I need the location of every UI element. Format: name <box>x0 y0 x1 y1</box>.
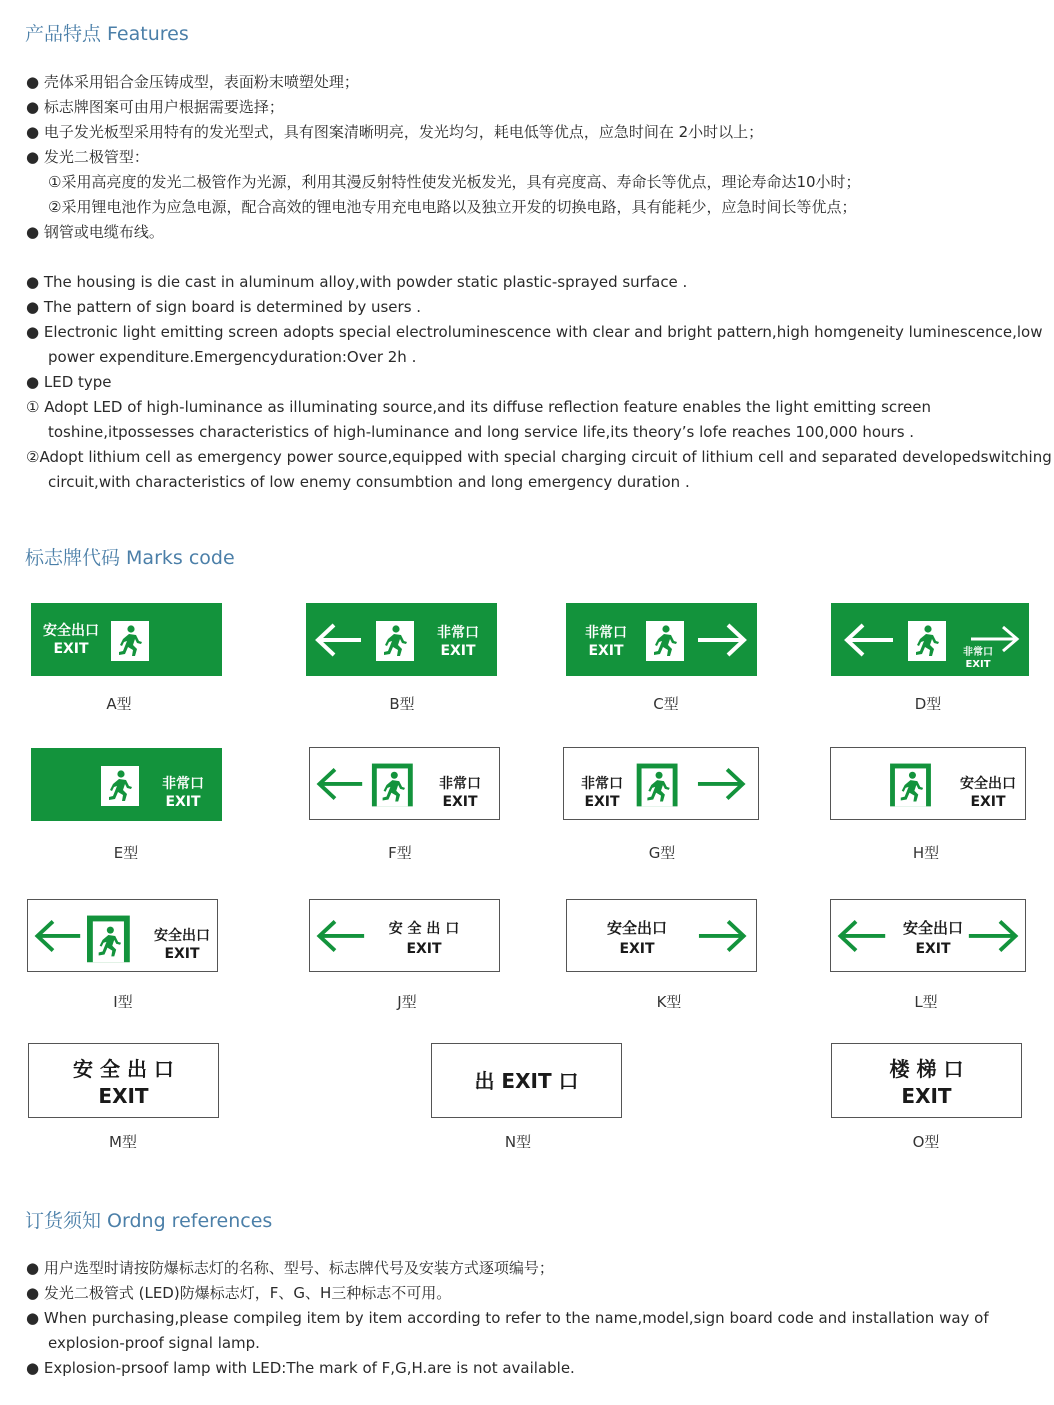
sign-o-cn: 楼 梯 口 <box>889 1057 964 1081</box>
sign-a-exit: EXIT <box>53 641 89 657</box>
label-f: F型 <box>388 844 412 862</box>
sign-l-exit: EXIT <box>915 941 951 957</box>
feature-en-3: ● Electronic light emitting screen adopts special electroluminescence with clear and bright pattern,high homgeneity luminescence,low <box>26 323 1043 341</box>
feature-en-9: circuit,with characteristics of low enemy consumbtion and long emergency duration . <box>48 473 690 491</box>
ordering-line-4: explosion-proof signal lamp. <box>48 1334 260 1352</box>
label-i: I型 <box>113 993 133 1011</box>
sign-d <box>831 603 1029 676</box>
label-e: E型 <box>113 844 139 862</box>
sign-f <box>309 747 500 820</box>
label-c: C型 <box>653 695 679 713</box>
label-h: H型 <box>912 844 940 862</box>
sign-j-cn: 安 全 出 口 <box>388 921 460 937</box>
sign-k-exit: EXIT <box>619 941 655 957</box>
feature-cn-7: ● 钢管或电缆布线。 <box>26 223 164 241</box>
ordering-line-3: ● When purchasing,please compileg item by item according to refer to the name,model,sign board code and installation way of <box>26 1309 989 1327</box>
sign-n-text: 出 EXIT 口 <box>474 1069 579 1093</box>
sign-h-cn: 安全出口 <box>960 776 1016 792</box>
sign-c-exit: EXIT <box>588 643 624 659</box>
sign-g-exit: EXIT <box>584 794 620 810</box>
sign-j <box>309 899 500 972</box>
label-o: O型 <box>912 1133 940 1151</box>
label-b: B型 <box>389 695 415 713</box>
label-m: M型 <box>109 1133 137 1151</box>
sign-c-cn: 非常口 <box>585 625 627 641</box>
feature-cn-3: ● 电子发光板型采用特有的发光型式，具有图案清晰明亮，发光均匀，耗电低等优点，应急时间在 2小时以上； <box>26 123 764 141</box>
sign-o <box>831 1043 1022 1118</box>
label-n: N型 <box>504 1133 532 1151</box>
sign-g-cn: 非常口 <box>581 776 623 792</box>
sign-i-exit: EXIT <box>164 946 200 962</box>
label-l: L型 <box>914 993 938 1011</box>
sign-a <box>31 603 222 676</box>
feature-en-7: toshine,itpossesses characteristics of high-luminance and long service life,its theory’s lofe reaches 100,000 hours . <box>48 423 915 441</box>
sign-m-cn: 安 全 出 口 <box>73 1057 174 1081</box>
sign-h <box>830 747 1026 820</box>
ordering-title: 订货须知 Ordng references <box>25 1210 273 1232</box>
ordering-line-2: ● 发光二极管式 (LED)防爆标志灯，F、G、H三种标志不可用。 <box>26 1284 452 1302</box>
sign-l-cn: 安全出口 <box>902 919 963 937</box>
feature-cn-6: ②采用锂电池作为应急电源，配合高效的锂电池专用充电电路以及独立开发的切换电路，具有能耗少，应急时间长等优点； <box>48 198 857 216</box>
sign-b <box>306 603 497 676</box>
sign-k-cn: 安全出口 <box>606 919 667 937</box>
sign-e <box>31 748 222 821</box>
label-g: G型 <box>648 844 676 862</box>
features-title: 产品特点 Features <box>25 23 189 45</box>
sign-m <box>28 1043 219 1118</box>
sign-i-cn: 安全出口 <box>154 928 210 944</box>
marks-title: 标志牌代码 Marks code <box>25 547 235 569</box>
feature-cn-1: ● 壳体采用铝合金压铸成型，表面粉末喷塑处理； <box>26 73 359 91</box>
sign-d-cn: 非常口 <box>963 647 993 658</box>
feature-en-5: ● LED type <box>26 373 112 391</box>
feature-cn-5: ①采用高亮度的发光二极管作为光源，利用其漫反射特性使发光板发光，具有亮度高、寿命长等优点，理论寿命达10小时； <box>48 173 861 191</box>
label-a: A型 <box>106 695 132 713</box>
sign-b-exit: EXIT <box>440 643 476 659</box>
ordering-line-1: ● 用户选型时请按防爆标志灯的名称、型号、标志牌代号及安装方式逐项编号； <box>26 1259 554 1277</box>
ordering-line-5: ● Explosion-prsoof lamp with LED:The mark of F,G,H.are is not available. <box>26 1359 575 1377</box>
sign-f-cn: 非常口 <box>439 776 481 792</box>
feature-cn-4: ● 发光二极管型： <box>26 148 149 166</box>
feature-en-6: ① Adopt LED of high-luminance as illuminating source,and its diffuse reflection feature enables the light emitting screen <box>26 398 931 416</box>
sign-m-exit: EXIT <box>98 1084 149 1108</box>
sign-a-cn: 安全出口 <box>43 623 99 639</box>
sign-g <box>563 747 759 820</box>
sign-o-exit: EXIT <box>901 1084 952 1108</box>
sign-b-cn: 非常口 <box>437 625 479 641</box>
sign-e-exit: EXIT <box>165 794 201 810</box>
sign-i <box>27 899 218 972</box>
sign-j-exit: EXIT <box>406 941 442 957</box>
feature-en-2: ● The pattern of sign board is determined by users . <box>26 298 422 316</box>
sign-c <box>566 603 757 676</box>
sign-h-exit: EXIT <box>970 794 1006 810</box>
label-j: J型 <box>397 993 417 1011</box>
sign-e-cn: 非常口 <box>162 776 204 792</box>
feature-en-8: ②Adopt lithium cell as emergency power source,equipped with special charging circuit of lithium cell and separated developedswitching <box>26 448 1052 466</box>
label-d: D型 <box>914 695 942 713</box>
sign-l <box>830 899 1026 972</box>
sign-k <box>566 899 757 972</box>
feature-cn-2: ● 标志牌图案可由用户根据需要选择； <box>26 98 284 116</box>
sign-n <box>431 1043 622 1118</box>
feature-en-4: power expenditure.Emergencyduration:Over 2h . <box>48 348 417 366</box>
sign-d-exit: EXIT <box>965 659 991 670</box>
label-k: K型 <box>656 993 682 1011</box>
feature-en-1: ● The housing is die cast in aluminum alloy,with powder static plastic-sprayed surface . <box>26 273 688 291</box>
sign-f-exit: EXIT <box>442 794 478 810</box>
